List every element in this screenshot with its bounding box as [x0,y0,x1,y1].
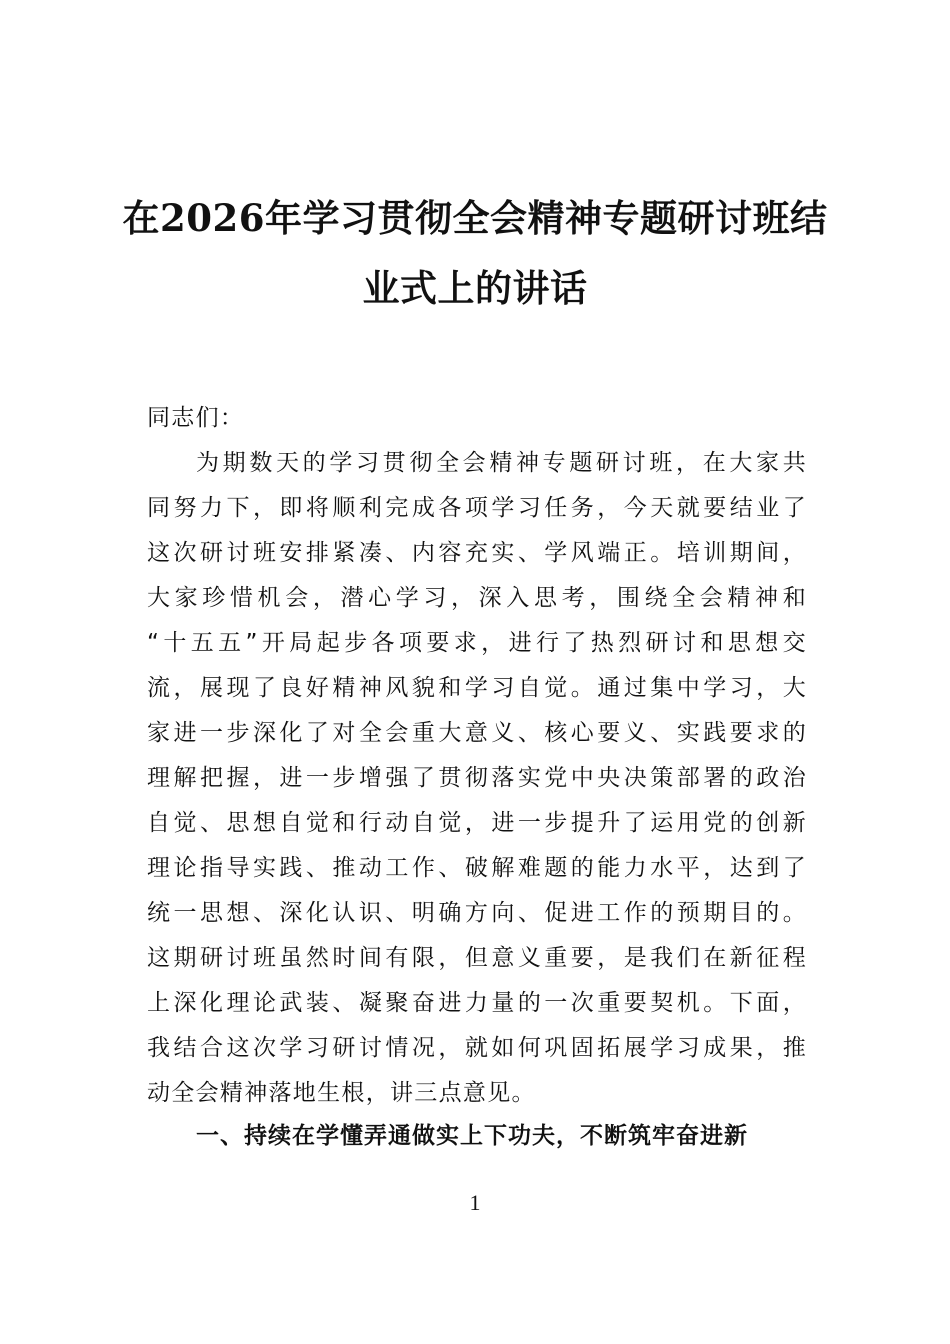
paragraph-line: 同努力下，即将顺利完成各项学习任务，今天就要结业了 [147,495,807,521]
paragraph-line: 家进一步深化了对全会重大意义、核心要义、实践要求的 [147,720,807,746]
body-paragraph [147,441,807,1116]
paragraph-line: 大家珍惜机会，潜心学习，深入思考，围绕全会精神和 [147,585,807,611]
paragraph-line: 上深化理论武装、凝聚奋进力量的一次重要契机。下面， [147,990,807,1016]
paragraph-line: 我结合这次学习研讨情况，就如何巩固拓展学习成果，推 [147,1035,807,1061]
paragraph-line: 这期研讨班虽然时间有限，但意义重要，是我们在新征程 [147,945,807,971]
paragraph-line: 流，展现了良好精神风貌和学习自觉。通过集中学习，大 [147,675,807,701]
document-title-line-2: 业式上的讲话 [362,266,588,310]
page-number: 1 [469,1190,481,1215]
paragraph-line: 统一思想、深化认识、明确方向、促进工作的预期目的。 [147,900,807,926]
paragraph-line: 为期数天的学习贯彻全会精神专题研讨班，在大家共 [196,450,807,476]
paragraph-line: 自觉、思想自觉和行动自觉，进一步提升了运用党的创新 [147,810,807,836]
greeting: 同志们： [147,405,245,431]
paragraph-line: 理解把握，进一步增强了贯彻落实党中央决策部署的政治 [147,765,807,791]
document-title-line-1: 在2026年学习贯彻全会精神专题研讨班结 [122,196,828,240]
paragraph-line: “十五五”开局起步各项要求，进行了热烈研讨和思想交 [147,630,807,656]
paragraph-line: 理论指导实践、推动工作、破解难题的能力水平，达到了 [147,855,807,881]
section-heading: 一、持续在学懂弄通做实上下功夫，不断筑牢奋进新 [196,1123,748,1149]
paragraph-line: 动全会精神落地生根，讲三点意见。 [147,1080,536,1106]
paragraph-line: 这次研讨班安排紧凑、内容充实、学风端正。培训期间， [147,540,807,566]
